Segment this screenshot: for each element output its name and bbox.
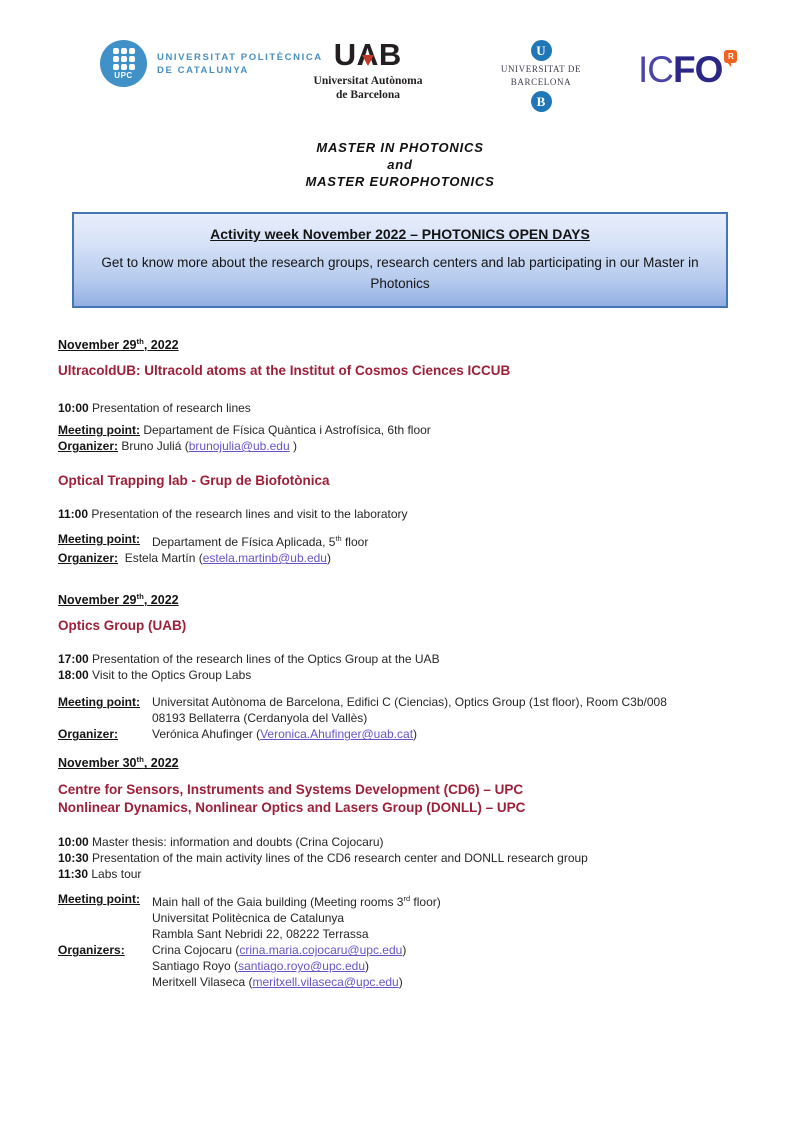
section1-title: UltracoldUB: Ultracold atoms at the Institut of Cosmos Ciences ICCUB <box>58 363 511 379</box>
ub-circle-b-icon: B <box>531 91 552 112</box>
section2-organizer <box>58 550 750 566</box>
document-title <box>0 139 800 190</box>
upc-emblem-icon <box>100 40 147 87</box>
section4-schedule <box>58 834 750 882</box>
organizer-email-link[interactable]: meritxell.vilaseca@upc.edu <box>252 975 399 990</box>
organizer-value <box>152 726 417 742</box>
section1-date: November 29th, 2022 <box>58 337 179 353</box>
meeting-point-label: Meeting point: <box>58 423 140 438</box>
schedule-text: Master thesis: information and doubts (Crina Cojocaru) <box>92 835 384 850</box>
organizer-name: Estela Martín ( <box>124 551 203 566</box>
meeting-point-value-line2: Universitat Politècnica de Catalunya <box>152 911 345 926</box>
section3-date: November 29th, 2022 <box>58 592 179 608</box>
section4-schedule-item <box>58 850 750 866</box>
upc-dots-icon <box>113 48 135 70</box>
icfo-registered-mark-icon: R <box>724 50 737 63</box>
uab-wordmark-line1: Universitat Autònoma <box>313 75 423 87</box>
meeting-point-label: Meeting point: <box>58 532 140 547</box>
section2-meeting-point <box>58 531 750 550</box>
section4-meeting-point <box>58 891 750 910</box>
organizer-email-link[interactable]: crina.maria.cojocaru@upc.edu <box>239 943 403 958</box>
organizer-email-link[interactable]: Veronica.Ahufinger@uab.cat <box>260 727 414 742</box>
section4-meeting-point-continued <box>58 910 750 926</box>
section1-schedule-item <box>58 400 750 416</box>
meeting-point-value-line1: Universitat Autònoma de Barcelona, Edifici C (Ciencias), Optics Group (1st floor), Room C3b/008 <box>152 695 667 710</box>
organizer-name: Santiago Royo ( <box>152 959 239 974</box>
organizer-value <box>152 942 406 958</box>
organizer-name: Verónica Ahufinger ( <box>152 727 261 742</box>
document-title-line3: MASTER EUROPHOTONICS <box>305 174 495 189</box>
ub-logo <box>478 40 604 112</box>
spacer <box>58 974 152 990</box>
banner-subtitle: Get to know more about the research groups, research centers and lab participating in our Master in Photonics <box>101 255 699 291</box>
time-label: 10:30 <box>58 851 89 866</box>
section4-organizers-continued <box>58 958 750 974</box>
section3-schedule-item <box>58 651 750 667</box>
upc-wordmark-line1: UNIVERSITAT POLITÈCNICA <box>157 51 323 63</box>
section2-title: Optical Trapping lab - Grup de Biofotònica <box>58 473 330 489</box>
section4-organizers-continued <box>58 974 750 990</box>
uab-letter-b: B <box>378 37 403 72</box>
organizer-suffix: ) <box>326 551 331 566</box>
document-title-line1: MASTER IN PHOTONICS <box>316 140 484 155</box>
icfo-letters-fo: FO <box>673 49 723 90</box>
meeting-point-value-line1: Main hall of the Gaia building (Meeting rooms 3rd floor) <box>152 894 441 910</box>
schedule-text: Labs tour <box>91 867 142 882</box>
spacer <box>58 926 152 942</box>
organizer-suffix: ) <box>398 975 403 990</box>
spacer <box>58 910 152 926</box>
organizer-name: Meritxell Vilaseca ( <box>152 975 253 990</box>
meeting-point-value-line3: Rambla Sant Nebridi 22, 08222 Terrassa <box>152 927 369 942</box>
section3-schedule <box>58 651 750 683</box>
organizer-value <box>152 958 369 974</box>
meeting-point-label: Meeting point: <box>58 695 140 710</box>
section1-organizer <box>58 438 750 454</box>
section4-organizers <box>58 942 750 958</box>
section3-title: Optics Group (UAB) <box>58 618 187 634</box>
organizers-label: Organizers: <box>58 943 125 958</box>
document-title-line2: and <box>387 157 413 172</box>
section4-meeting-point-continued <box>58 926 750 942</box>
ub-wordmark: UNIVERSITAT DE BARCELONA <box>500 64 582 87</box>
schedule-text: Presentation of the research lines of the Optics Group at the UAB <box>92 652 440 667</box>
organizer-value <box>152 974 403 990</box>
meeting-point-value-line2: 08193 Bellaterra (Cerdanyola del Vallès) <box>152 711 368 726</box>
schedule-text: Presentation of research lines <box>92 401 251 416</box>
time-label: 10:00 <box>58 401 89 416</box>
meeting-point-label: Meeting point: <box>58 892 140 907</box>
time-label: 11:00 <box>58 507 89 522</box>
upc-wordmark <box>157 51 323 77</box>
meeting-point-value: Departament de Física Aplicada, 5th floor <box>152 534 369 550</box>
section4-title-line2: Nonlinear Dynamics, Nonlinear Optics and Lasers Group (DONLL) – UPC <box>58 800 526 816</box>
uab-letter-a: Λ <box>357 37 379 72</box>
schedule-content <box>0 334 800 990</box>
icfo-letters-ic: IC <box>638 49 673 90</box>
upc-logo <box>100 40 323 87</box>
organizer-name: Crina Cojocaru ( <box>152 943 240 958</box>
section2-schedule-item <box>58 506 750 522</box>
schedule-text: Presentation of the main activity lines of the CD6 research center and DONLL research group <box>92 851 588 866</box>
section1-meeting-point <box>58 422 750 438</box>
upc-wordmark-line2: DE CATALUNYA <box>157 64 249 76</box>
organizer-email-link[interactable]: brunojulia@ub.edu <box>188 439 290 454</box>
uab-wordmark <box>312 74 424 102</box>
organizer-label: Organizer: <box>58 551 119 566</box>
ub-circle-u-icon: U <box>531 40 552 61</box>
banner-heading: Activity week November 2022 – PHOTONICS OPEN DAYS <box>210 226 590 242</box>
organizer-email-link[interactable]: estela.martinb@ub.edu <box>202 551 327 566</box>
organizer-label: Organizer: <box>58 439 119 454</box>
uab-letters <box>312 37 424 72</box>
organizer-suffix: ) <box>402 943 407 958</box>
spacer <box>58 710 152 726</box>
section4-schedule-item <box>58 866 750 882</box>
organizer-suffix: ) <box>289 439 297 454</box>
meeting-point-value: Departament de Física Quàntica i Astrofísica, 6th floor <box>143 423 431 438</box>
logos-header <box>0 0 800 109</box>
section3-meeting-point <box>58 694 750 710</box>
section3-meeting-point-continued <box>58 710 750 726</box>
organizer-name: Bruno Juliá ( <box>121 439 189 454</box>
activity-week-banner <box>72 212 728 308</box>
section4-title-line1: Centre for Sensors, Instruments and Systems Development (CD6) – UPC <box>58 782 524 798</box>
uab-logo <box>312 37 424 102</box>
section4-date: November 30th, 2022 <box>58 755 179 771</box>
time-label: 17:00 <box>58 652 89 667</box>
upc-acronym: UPC <box>114 70 133 80</box>
organizer-label: Organizer: <box>58 727 119 742</box>
schedule-text: Visit to the Optics Group Labs <box>92 668 252 683</box>
organizer-suffix: ) <box>413 727 418 742</box>
section3-schedule-item <box>58 667 750 683</box>
schedule-text: Presentation of the research lines and visit to the laboratory <box>91 507 408 522</box>
organizer-suffix: ) <box>365 959 369 974</box>
section3-organizer <box>58 726 750 742</box>
time-label: 11:30 <box>58 867 89 882</box>
section4-schedule-item <box>58 834 750 850</box>
time-label: 10:00 <box>58 835 89 850</box>
icfo-logo <box>638 49 735 90</box>
organizer-email-link[interactable]: santiago.royo@upc.edu <box>238 959 365 974</box>
uab-letter-u: U <box>333 37 358 72</box>
spacer <box>58 958 152 974</box>
section4-title <box>58 781 750 817</box>
uab-wordmark-line2: de Barcelona <box>336 89 400 101</box>
time-label: 18:00 <box>58 668 89 683</box>
